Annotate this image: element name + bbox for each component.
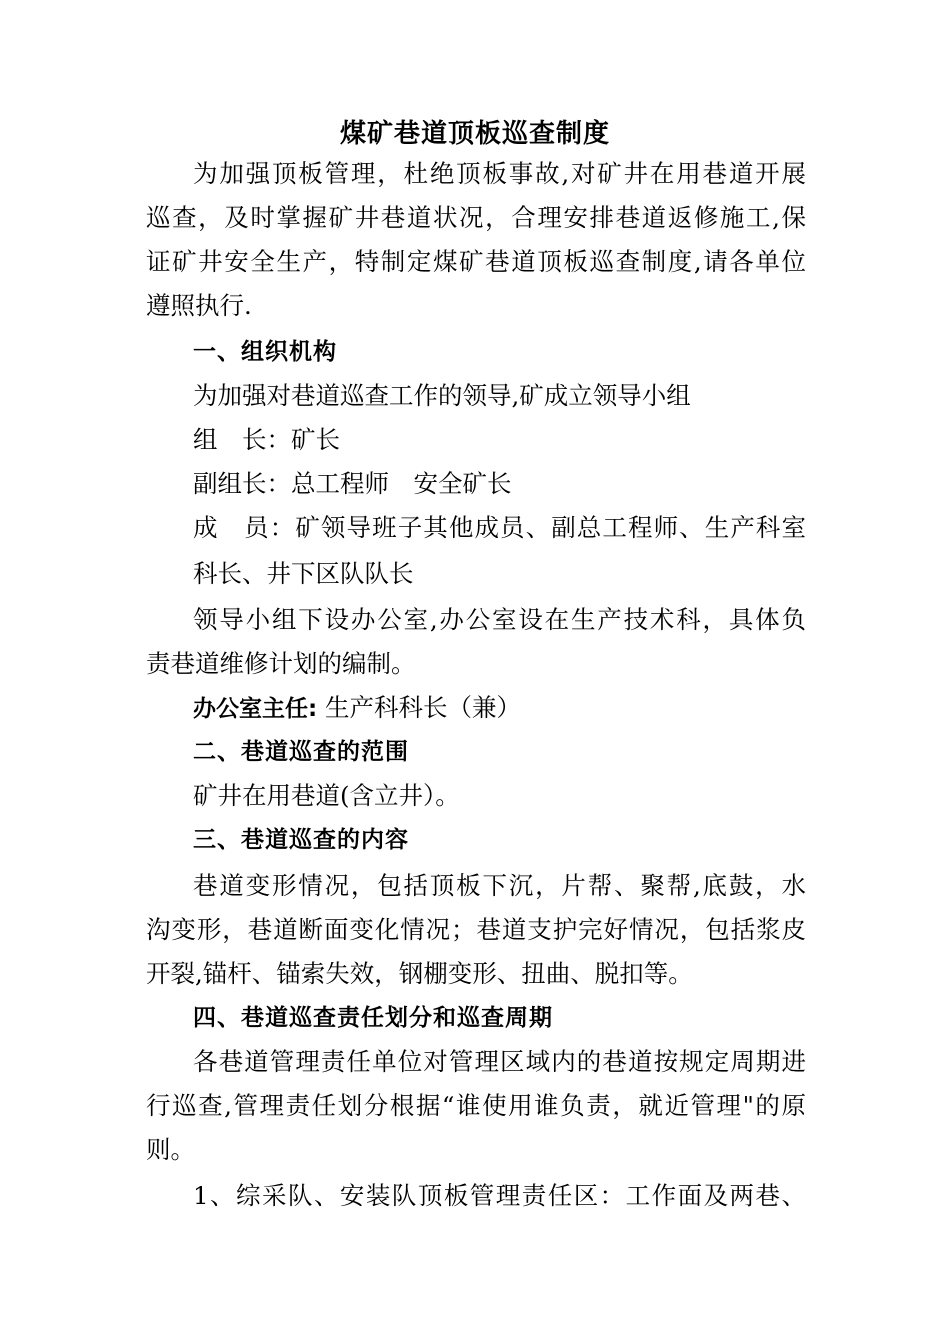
office-director-value: 生产科科长（兼） xyxy=(325,693,521,722)
section-4-item-1: 1、综采队、安装队顶板管理责任区：工作面及两巷、 xyxy=(193,1181,806,1210)
section-2-heading: 二、巷道巡查的范围 xyxy=(193,739,409,765)
section-2-text: 矿井在用巷道(含立井）。 xyxy=(193,781,460,810)
section-4-line-2: 行巡查,管理责任划分根据“谁使用谁负责，就近管理"的原 xyxy=(146,1091,806,1120)
section-4-line-3: 则。 xyxy=(146,1135,195,1164)
office-director-label: 办公室主任: xyxy=(193,696,318,722)
members-line-2: 科长、井下区队队长 xyxy=(193,559,414,588)
section-3-heading: 三、巷道巡查的内容 xyxy=(193,827,409,853)
deputy-leader: 副组长：总工程师 安全矿长 xyxy=(193,469,512,498)
office-line-1: 领导小组下设办公室,办公室设在生产技术科，具体负 xyxy=(193,605,806,634)
section-3-line-1: 巷道变形情况，包括顶板下沉，片帮、聚帮,底鼓，水 xyxy=(193,871,806,900)
office-director xyxy=(193,686,806,731)
intro-line-1: 为加强顶板管理，杜绝顶板事故,对矿井在用巷道开展 xyxy=(193,159,806,188)
office-line-2: 责巷道维修计划的编制。 xyxy=(146,649,416,678)
group-leader: 组 长：矿长 xyxy=(193,425,340,454)
members-line-1: 成 员：矿领导班子其他成员、副总工程师、生产科室 xyxy=(193,513,806,542)
intro-line-3: 证矿井安全生产，特制定煤矿巷道顶板巡查制度,请各单位 xyxy=(146,247,806,276)
document-title: 煤矿巷道顶板巡查制度 xyxy=(339,119,610,149)
section-3-line-3: 开裂,锚杆、锚索失效，钢棚变形、扭曲、脱扣等。 xyxy=(146,959,693,988)
section-3-line-2: 沟变形，巷道断面变化情况；巷道支护完好情况，包括浆皮 xyxy=(146,915,806,944)
section-1-lead: 为加强对巷道巡查工作的领导,矿成立领导小组 xyxy=(193,381,691,410)
section-4-heading: 四、巷道巡查责任划分和巡查周期 xyxy=(193,1005,553,1031)
intro-line-4: 遵照执行. xyxy=(146,291,252,320)
section-1-heading: 一、组织机构 xyxy=(193,339,337,365)
intro-line-2: 巡查，及时掌握矿井巷道状况，合理安排巷道返修施工,保 xyxy=(146,203,806,232)
section-4-line-1: 各巷道管理责任单位对管理区域内的巷道按规定周期进 xyxy=(193,1047,806,1076)
